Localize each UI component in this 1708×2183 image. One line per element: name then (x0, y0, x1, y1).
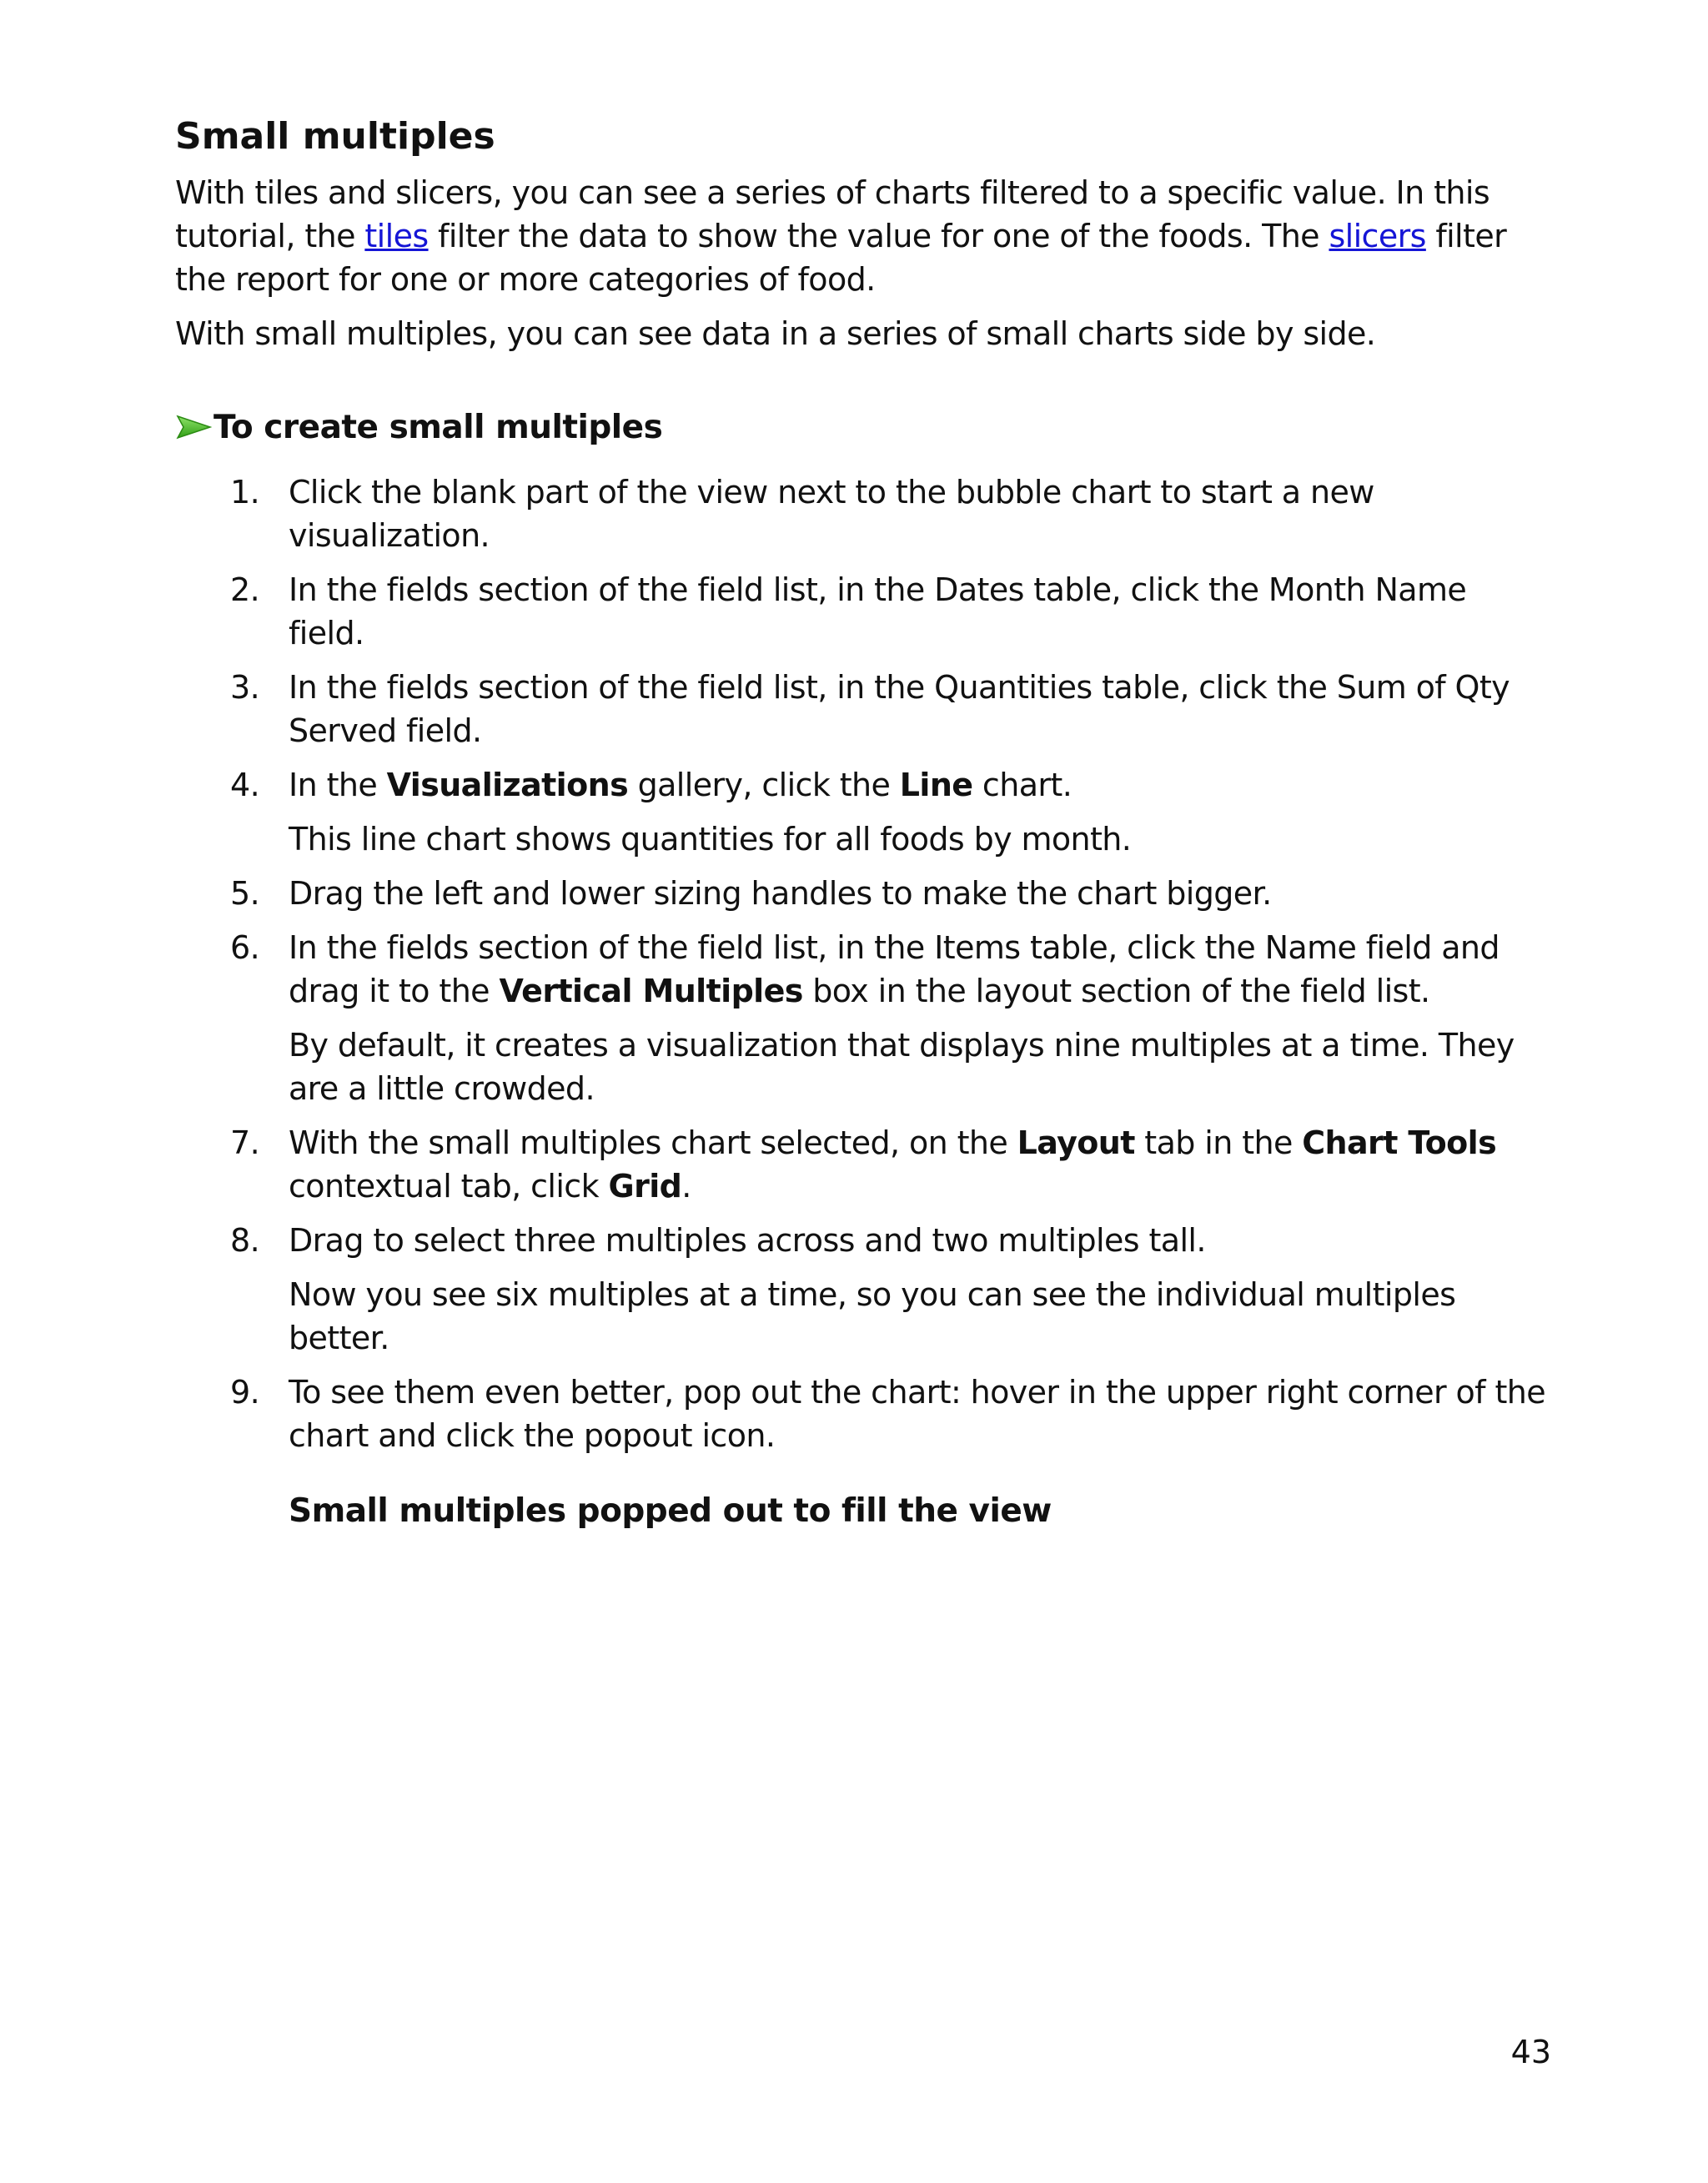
step-number: 2. (230, 571, 260, 608)
step-text-part: contextual tab, click (289, 1168, 609, 1205)
step-text-part: tab in the (1134, 1124, 1303, 1161)
step-text-part: In the fields section of the field list, in the Items table, click the Name field and drag it to the (289, 929, 1500, 1009)
list-item (175, 926, 1551, 1110)
intro-paragraph (175, 171, 1551, 301)
procedure-heading (175, 406, 662, 450)
step-number: 8. (230, 1222, 260, 1259)
step-text-part: . (681, 1168, 691, 1205)
procedure-steps (175, 470, 1551, 1468)
step-number: 6. (230, 929, 260, 966)
step-text-part: With the small multiples chart selected, on the (289, 1124, 1017, 1161)
procedure-title: To create small multiples (214, 409, 663, 446)
step-note: This line chart shows quantities for all foods by month. (289, 821, 1132, 858)
step-note: Now you see six multiples at a time, so you can see the individual multiples better. (289, 1276, 1456, 1356)
step-text-part: chart. (972, 767, 1073, 803)
step-text-part: box in the layout section of the field list. (802, 973, 1430, 1009)
step-number: 5. (230, 875, 260, 912)
intro-text-part: filter the report for one or more categories of food. (175, 218, 1507, 298)
step-number: 3. (230, 669, 260, 706)
step-emphasis: Grid (608, 1168, 682, 1205)
step-number: 1. (230, 474, 260, 511)
step-note: By default, it creates a visualization that displays nine multiples at a time. They are a little crowded. (289, 1027, 1515, 1107)
list-item (175, 666, 1551, 752)
step-emphasis: Vertical Multiples (499, 973, 803, 1009)
tiles-link[interactable]: tiles (364, 218, 429, 254)
step-emphasis: Chart Tools (1302, 1124, 1497, 1161)
step-text-part: In the (289, 767, 387, 803)
list-item (175, 568, 1551, 655)
step-emphasis: Line (899, 767, 973, 803)
step-text (289, 763, 1551, 807)
green-arrow-icon (175, 415, 212, 440)
step-number: 7. (230, 1124, 260, 1161)
step-text: Drag the left and lower sizing handles to make the chart bigger. (289, 875, 1272, 912)
intro-text-part: With tiles and slicers, you can see a series of charts filtered to a specific value. In this tutorial, the (175, 174, 1490, 254)
list-item (175, 1219, 1551, 1360)
step-number: 4. (230, 767, 260, 803)
figure-caption: Small multiples popped out to fill the view (289, 1492, 1052, 1530)
step-text: Drag to select three multiples across and two multiples tall. (289, 1222, 1206, 1259)
step-text (289, 926, 1551, 1013)
list-item (175, 1121, 1551, 1208)
step-text: In the fields section of the field list, in the Dates table, click the Month Name field. (289, 571, 1467, 651)
step-emphasis: Layout (1017, 1124, 1135, 1161)
list-item (175, 872, 1551, 915)
list-item (175, 1371, 1551, 1457)
step-text-part: gallery, click the (628, 767, 900, 803)
list-item (175, 470, 1551, 557)
step-text (289, 1121, 1551, 1208)
small-multiples-paragraph: With small multiples, you can see data in a series of small charts side by side. (175, 315, 1376, 352)
step-emphasis: Visualizations (386, 767, 629, 803)
list-item (175, 763, 1551, 861)
slicers-link[interactable]: slicers (1329, 218, 1426, 254)
step-text: To see them even better, pop out the chart: hover in the upper right corner of the chart and click the popout icon. (289, 1374, 1546, 1454)
document-page (175, 0, 1551, 2183)
step-text: In the fields section of the field list, in the Quantities table, click the Sum of Qty Served field. (289, 669, 1510, 749)
step-number: 9. (230, 1374, 260, 1411)
step-text: Click the blank part of the view next to the bubble chart to start a new visualization. (289, 474, 1374, 554)
intro-text-part: filter the data to show the value for one of the foods. The (428, 218, 1329, 254)
section-heading: Small multiples (175, 115, 495, 158)
page-number: 43 (1510, 2034, 1551, 2070)
